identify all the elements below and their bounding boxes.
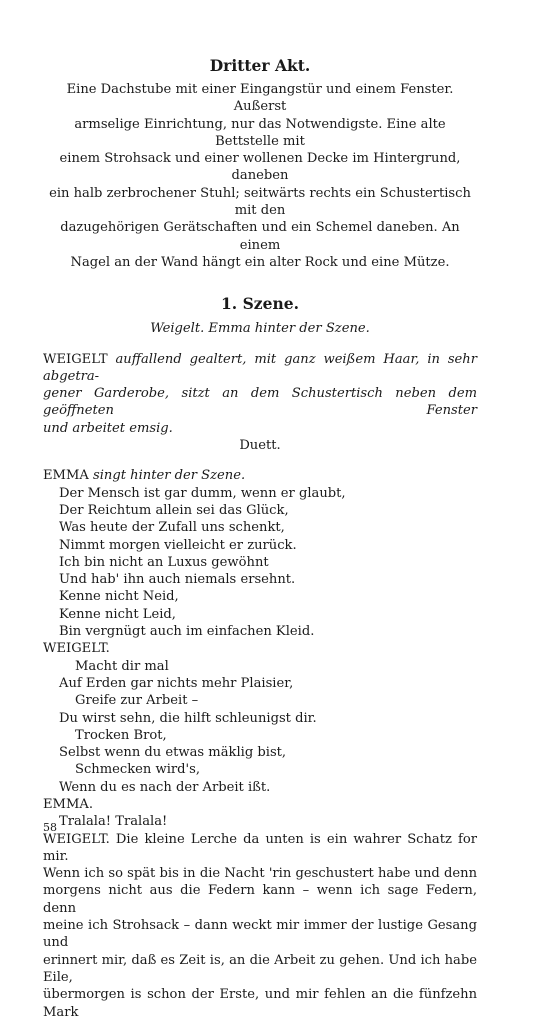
- act-title: Dritter Akt.: [209, 56, 311, 75]
- verse-line: Greife zur Arbeit –: [75, 693, 199, 709]
- page-number: 58: [43, 821, 57, 834]
- verse-line: Und hab' ihn auch niemals ersehnt.: [59, 572, 296, 588]
- duet-label: Duett.: [239, 438, 281, 454]
- direction-text: auffallend gealtert, mit ganz weißem Haar, in sehr abgetra-: [43, 351, 477, 384]
- scene-cast: Weigelt. Emma hinter der Szene.: [150, 321, 370, 337]
- stage-intro-line: dazugehörigen Gerätschaften und ein Schemel daneben. An einem: [60, 220, 460, 253]
- direction-text: und arbeitet emsig.: [43, 420, 173, 436]
- verse-line: Ich bin nicht an Luxus gewöhnt: [59, 554, 269, 570]
- prose-line: meine ich Strohsack – dann weckt mir immer der lustige Gesang und: [43, 918, 477, 951]
- prose-line: übermorgen is schon der Erste, und mir fehlen an die fünfzehn Mark: [43, 987, 477, 1020]
- direction-text: singt hinter der Szene.: [93, 468, 246, 484]
- verse-line: Kenne nicht Neid,: [59, 589, 179, 605]
- verse-line: Macht dir mal: [75, 658, 169, 674]
- weigelt-stage-direction: [43, 351, 477, 437]
- verse-line: Auf Erden gar nichts mehr Plaisier,: [59, 675, 294, 691]
- verse-line: Trocken Brot,: [75, 727, 167, 743]
- book-page: [43, 56, 477, 1021]
- verse-line: Selbst wenn du etwas mäklig bist,: [59, 745, 287, 761]
- verse-line: Schmecken wird's,: [75, 762, 201, 778]
- scene-title: 1. Szene.: [221, 294, 299, 314]
- verse-line: Kenne nicht Leid,: [59, 606, 176, 622]
- speaker-name: WEIGELT.: [43, 641, 110, 657]
- direction-text: gener Garderobe, sitzt an dem Schustertisch neben dem geöffneten Fenster: [43, 386, 477, 419]
- prose-line: morgens nicht aus die Federn kann – wenn ich sage Federn, denn: [43, 883, 477, 916]
- verse-line: Wenn du es nach der Arbeit ißt.: [59, 779, 271, 795]
- prose-line: erinnert mir, daß es Zeit is, an die Arbeit zu gehen. Und ich habe Eile,: [43, 952, 477, 985]
- stage-intro-line: einem Strohsack und einer wollenen Decke im Hintergrund, daneben: [59, 151, 461, 184]
- verse-line: Tralala! Tralala!: [59, 814, 168, 830]
- prose-line: WEIGELT. Die kleine Lerche da unten is ein wahrer Schatz for mir.: [43, 831, 477, 864]
- verse-line: Der Mensch ist gar dumm, wenn er glaubt,: [59, 485, 346, 501]
- direction-line-1: [43, 351, 477, 386]
- stage-intro-line: ein halb zerbrochener Stuhl; seitwärts rechts ein Schustertisch mit den: [49, 185, 471, 219]
- stage-intro-line: Nagel an der Wand hängt ein alter Rock und eine Mütze.: [70, 254, 450, 270]
- verse-line: Nimmt morgen vielleicht er zurück.: [59, 537, 297, 553]
- stage-intro-line: Eine Dachstube mit einer Eingangstür und einem Fenster. Außerst: [66, 82, 454, 115]
- speaker-name: EMMA.: [43, 796, 93, 812]
- verse-line: Du wirst sehn, die hilft schleunigst dir.: [59, 710, 317, 726]
- stage-intro-line: armselige Einrichtung, nur das Notwendigste. Eine alte Bettstelle mit: [74, 116, 446, 149]
- prose-line: Wenn ich so spät bis in die Nacht 'rin geschustert habe und denn: [43, 866, 477, 882]
- emma-intro: [43, 467, 477, 484]
- speaker-name: EMMA: [43, 468, 89, 484]
- verse-line: Was heute der Zufall uns schenkt,: [59, 520, 285, 536]
- speaker-name: WEIGELT: [43, 351, 108, 367]
- weigelt-prose: [43, 831, 477, 1021]
- verse-line: Bin vergnügt auch im einfachen Kleid.: [59, 624, 315, 640]
- stage-direction-intro: [43, 81, 477, 271]
- verse-line: Der Reichtum allein sei das Glück,: [59, 502, 289, 518]
